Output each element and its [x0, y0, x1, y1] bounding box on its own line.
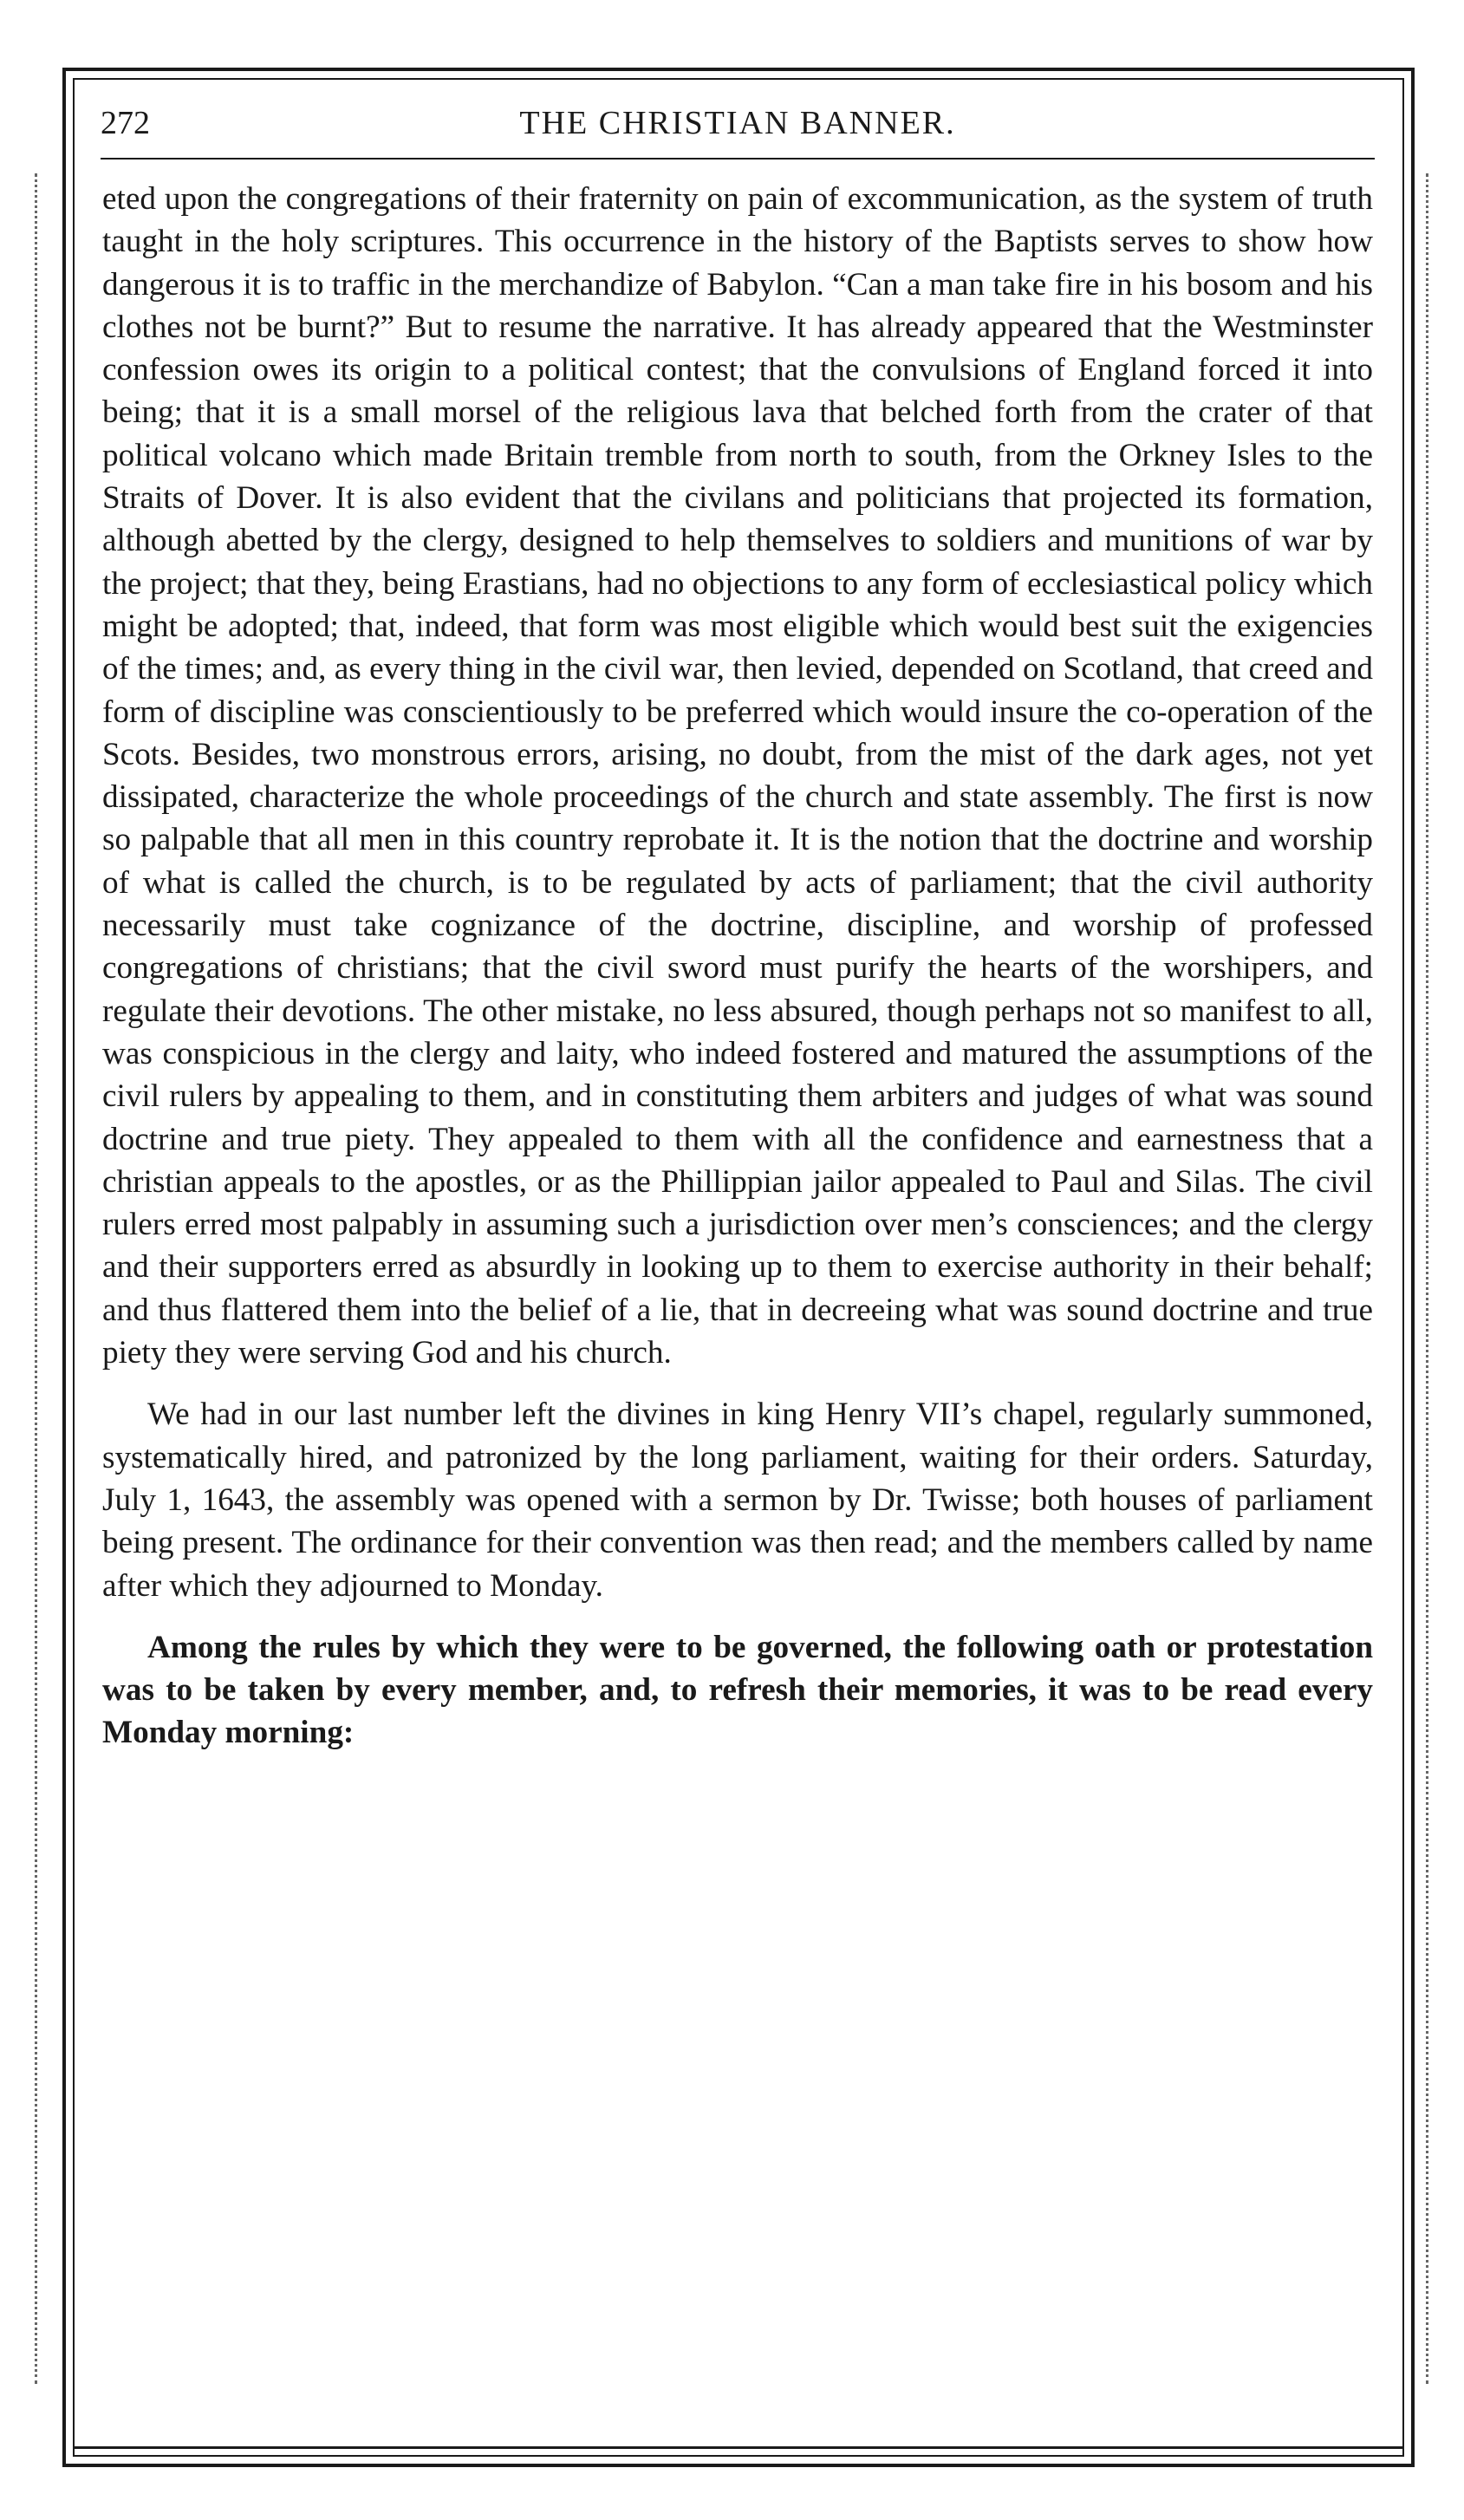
header-rule: [101, 158, 1375, 160]
paragraph-2: We had in our last number left the divines in king Henry VII’s chapel, regularly summoned, systematically hired, and patronized by the long parliament, waiting for their orders. Saturday, July 1, 1643, the assembly was opened with a sermon by Dr. Twisse; both houses of parliament being present. The ordinance for their convention was then read; and the members called by name after which they adjourned to Monday.: [102, 1397, 1373, 1604]
paragraph-1: eted upon the congregations of their fraternity on pain of excommunication, as the system of truth taught in the holy scriptures. This occurrence in the history of the Baptists serves to show how dangerous it is to traffic in the merchandize of Babylon. “Can a man take fire in his bosom and his clothes not be burnt?” But to resume the narrative. It has already appeared that the Westminster confession owes its origin to a political contest; that the convulsions of England forced it into being; that it is a small morsel of the religious lava that belched forth from the crater of that political volcano which made Britain tremble from north to south, from the Orkney Isles to the Straits of Dover. It is also evident that the civilans and politicians that projected its formation, although abetted by the clergy, designed to help themselves to soldiers and munitions of war by the project; that they, being Erastians, had no objections to any form of ecclesiastical policy which might be adopted; that, indeed, that form was most eligible which would best suit the exigencies of the times; and, as every thing in the civil war, then levied, depended on Scotland, that creed and form of discipline was conscientiously to be preferred which would insure the co-operation of the Scots. Besides, two monstrous errors, arising, no doubt, from the mist of the dark ages, not yet dissipated, characterize the whole proceedings of the church and state assembly. The first is now so palpable that all men in this country reprobate it. It is the notion that the doctrine and worship of what is called the church, is to be regulated by acts of parliament; that the civil authority necessarily must take cognizance of the doctrine, discipline, and worship of professed congregations of christians; that the civil sword must purify the hearts of the worshipers, and regulate their devotions. The other mistake, no less absured, though perhaps not so manifest to all, was conspicious in the clergy and laity, who indeed fostered and matured the assumptions of the civil rulers by appealing to them, and in constituting them arbiters and judges of what was sound doctrine and true piety. They appealed to them with all the confidence and earnestness that a christian appeals to the apostles, or as the Phillippian jailor appealed to Paul and Silas. The civil rulers erred most palpably in assuming such a jurisdiction over men’s consciences; and the clergy and their supporters erred as absurdly in looking up to them to exercise authority in their behalf; and thus flattered them into the belief of a lie, that in decreeing what was sound doctrine and true piety they were serving God and his church.: [102, 181, 1373, 1371]
bottom-rule: [73, 2446, 1404, 2449]
article-body: [102, 178, 1373, 1755]
running-header: [101, 97, 1375, 153]
left-margin-dotted-rule: [35, 173, 40, 2384]
running-title: THE CHRISTIAN BANNER.: [519, 105, 956, 141]
paragraph-3: Among the rules by which they were to be governed, the following oath or protestation was to be taken by every member, and, to refresh their memories, it was to be read every Monday morning:: [102, 1629, 1373, 1751]
right-margin-dotted-rule: [1426, 173, 1431, 2384]
page-number: 272: [101, 105, 150, 141]
